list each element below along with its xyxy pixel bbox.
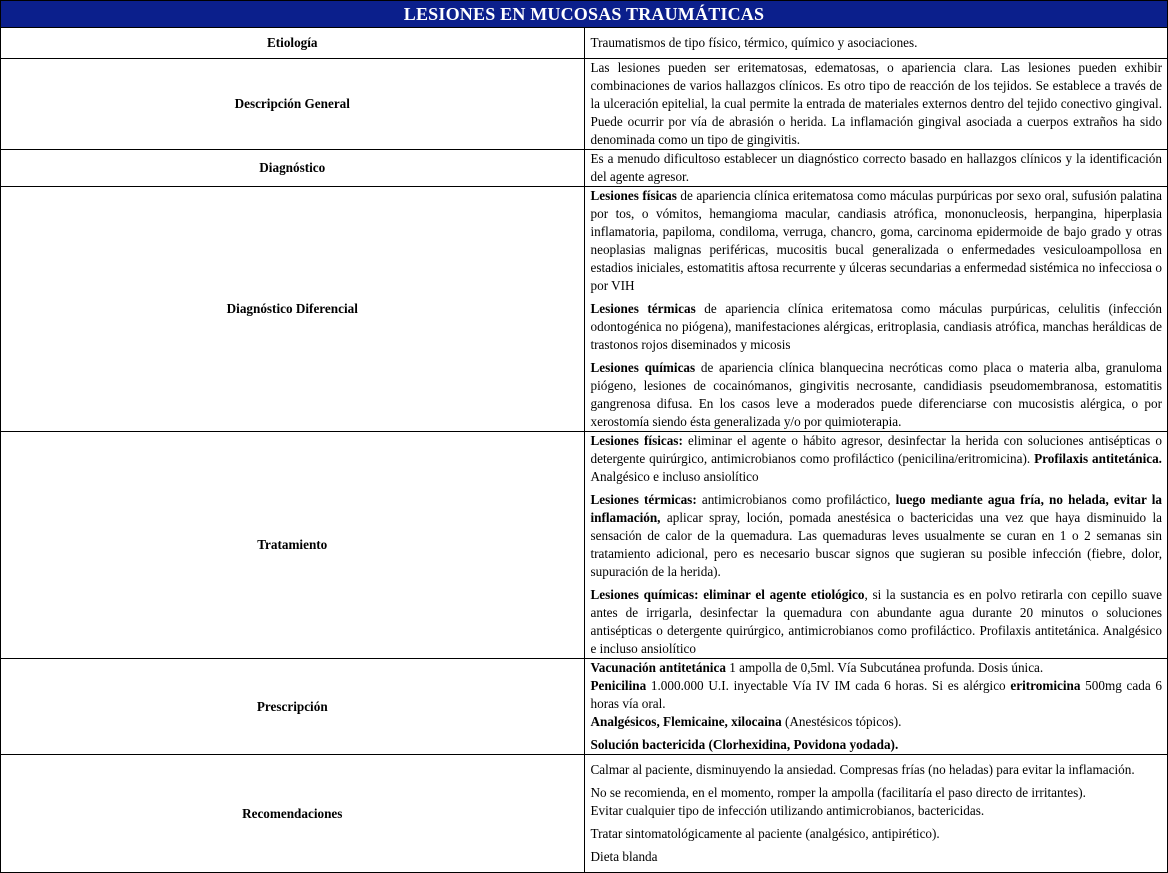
content-descripcion: Las lesiones pueden ser eritematosas, edematosas, o apariencia clara. Las lesiones pueden exhibir combinaciones de varios hallazgos clínicos. Es otro tipo de reacción de los tejidos. Se establece a través de la ulceración epitelial, la cual permite la entrada de materiales externos dentro del tejido conectivo gingival. Puede ocurrir por vía de abrasión o herida. La inflamación gingival asociada a cuerpos extraños ha sido denominada como un tipo de gingivitis. bbox=[584, 59, 1168, 150]
tratamiento-fisicas-text-1: eliminar el agente o hábito agresor, desinfectar la herida con soluciones antisépticas o detergente quirúrgico, antimicrobianos como profiláctico (penicilina/eritromicina). bbox=[590, 433, 1162, 466]
tratamiento-termicas-text-1: antimicrobianos como profiláctico, bbox=[696, 492, 896, 507]
label-prescripcion: Prescripción bbox=[1, 659, 585, 755]
prescripcion-vacunacion bbox=[591, 659, 1163, 677]
prescripcion-penicilina-text-1: 1.000.000 U.I. inyectable Vía IV IM cada 6 horas. Si es alérgico bbox=[646, 678, 1011, 693]
tratamiento-quimicas-heading: Lesiones químicas: eliminar el agente etiológico bbox=[590, 587, 865, 602]
row-etiologia bbox=[1, 28, 1168, 59]
diferencial-quimicas bbox=[591, 359, 1163, 431]
content-recomendaciones bbox=[584, 755, 1168, 873]
label-descripcion: Descripción General bbox=[1, 59, 585, 150]
prescripcion-solucion-heading: Solución bactericida (Clorhexidina, Povidona yodada). bbox=[590, 737, 899, 752]
recomendacion-item: Dieta blanda bbox=[590, 849, 658, 864]
row-descripcion bbox=[1, 59, 1168, 150]
recomendacion-item: Tratar sintomatológicamente al paciente (analgésico, antipirético). bbox=[590, 826, 940, 841]
tratamiento-quimicas-text: , si la sustancia es en polvo retirarla con cepillo suave antes de irrigarla, desinfectar la quemadura con abundante agua durante 20 minutos o soluciones antisépticas o detergente quirúrgico, antimicrobianos como profiláctico. Profilaxis antitetánica. Analgésico e incluso ansiolítico bbox=[590, 587, 1162, 656]
tratamiento-quimicas bbox=[591, 586, 1163, 658]
diferencial-fisicas bbox=[591, 187, 1163, 295]
prescripcion-analgesicos bbox=[591, 713, 1163, 731]
diferencial-termicas-text: de apariencia clínica eritematosa como máculas purpúricas, celulitis (infección odontogénica no piógena), manifestaciones alérgicas, eritroplasia, candiasis atrófica, manchas heráldicas de trastonos rojos diseminados y micosis bbox=[590, 301, 1162, 352]
diferencial-fisicas-text: de apariencia clínica eritematosa como máculas purpúricas por sexo oral, sufusión palatina por tos, o vómitos, hemangioma macular, candiasis atrófica, mononucleosis, herpangina, hiperplasia inflamatoria, papiloma, condiloma, verruga, chancro, goma, carcinoma epidermoide de bajo grado y otras neoplasias malignas periféricas, mucositis bucal generalizada o enfermedades vesiculoampollosa en estadios iniciales, estomatitis aftosa recurrente y úlceras secundarias a enfermedad sistémica no infecciosa o por VIH bbox=[590, 188, 1162, 293]
tratamiento-termicas-heading: Lesiones térmicas: bbox=[590, 492, 697, 507]
tratamiento-fisicas-bold-2: Profilaxis antitetánica. bbox=[1034, 451, 1162, 466]
tratamiento-fisicas bbox=[591, 432, 1163, 486]
label-recomendaciones: Recomendaciones bbox=[1, 755, 585, 873]
prescripcion-penicilina-text-2: 500mg cada 6 horas vía oral. bbox=[590, 678, 1162, 711]
tratamiento-fisicas-text-2: Analgésico e incluso ansiolítico bbox=[590, 469, 759, 484]
row-diagnostico bbox=[1, 150, 1168, 187]
prescripcion-solucion bbox=[591, 736, 1163, 754]
label-tratamiento: Tratamiento bbox=[1, 432, 585, 659]
prescripcion-penicilina-bold-2: eritromicina bbox=[1010, 678, 1081, 693]
tratamiento-termicas-text-2: aplicar spray, loción, pomada anestésica o bactericidas una vez que haya disminuido la sensación de calor de la quemadura. Las quemaduras leves usualmente se curan en 1 o 2 semanas sin tratamiento adicional, pero es necesario buscar signos que sugieran su posible infección (fiebre, dolor, supuración de la herida). bbox=[590, 510, 1162, 579]
row-recomendaciones bbox=[1, 755, 1168, 873]
recomendacion-item: Calmar al paciente, disminuyendo la ansiedad. Compresas frías (no heladas) para evitar la inflamación. bbox=[590, 762, 1135, 777]
content-etiologia: Traumatismos de tipo físico, térmico, químico y asociaciones. bbox=[584, 28, 1168, 59]
prescripcion-analgesicos-text: (Anestésicos tópicos). bbox=[781, 714, 902, 729]
tratamiento-termicas bbox=[591, 491, 1163, 581]
recomendacion-item: No se recomienda, en el momento, romper la ampolla (facilitaría el paso directo de irritantes). bbox=[590, 785, 1086, 800]
diferencial-termicas-heading: Lesiones térmicas bbox=[590, 301, 696, 316]
content-diagnostico: Es a menudo dificultoso establecer un diagnóstico correcto basado en hallazgos clínicos y la identificación del agente agresor. bbox=[584, 150, 1168, 187]
label-diferencial: Diagnóstico Diferencial bbox=[1, 187, 585, 432]
content-prescripcion bbox=[584, 659, 1168, 755]
content-diferencial bbox=[584, 187, 1168, 432]
row-prescripcion bbox=[1, 659, 1168, 755]
tratamiento-fisicas-heading: Lesiones físicas: bbox=[590, 433, 683, 448]
prescripcion-vacunacion-text: 1 ampolla de 0,5ml. Vía Subcutánea profunda. Dosis única. bbox=[725, 660, 1044, 675]
diferencial-fisicas-heading: Lesiones físicas bbox=[590, 188, 677, 203]
prescripcion-vacunacion-heading: Vacunación antitetánica bbox=[590, 660, 726, 675]
row-diferencial bbox=[1, 187, 1168, 432]
tratamiento-termicas-bold-2: luego mediante agua fría, no helada, evitar la inflamación, bbox=[590, 492, 1163, 525]
label-etiologia: Etiología bbox=[1, 28, 585, 59]
prescripcion-penicilina bbox=[591, 677, 1163, 713]
diferencial-quimicas-text: de apariencia clínica blanquecina necróticas como placa o materia alba, granuloma piógeno, lesiones de cocainómanos, gingivitis necrosante, candidiasis pseudomembranosa, estomatitis gangrenosa difusa. En los casos leve a moderados puede diferenciarse con mucosistis alérgica, o por xerostomía siendo ésta generalizada y/o por quimioterapia. bbox=[590, 360, 1162, 429]
recomendacion-item: Evitar cualquier tipo de infección utilizando antimicrobianos, bactericidas. bbox=[590, 803, 985, 818]
prescripcion-penicilina-heading: Penicilina bbox=[590, 678, 647, 693]
diferencial-quimicas-heading: Lesiones químicas bbox=[590, 360, 696, 375]
prescripcion-analgesicos-heading: Analgésicos, Flemicaine, xilocaina bbox=[590, 714, 782, 729]
table-title: LESIONES EN MUCOSAS TRAUMÁTICAS bbox=[1, 1, 1168, 28]
row-tratamiento bbox=[1, 432, 1168, 659]
diferencial-termicas bbox=[591, 300, 1163, 354]
content-tratamiento bbox=[584, 432, 1168, 659]
label-diagnostico: Diagnóstico bbox=[1, 150, 585, 187]
title-row bbox=[1, 1, 1168, 28]
